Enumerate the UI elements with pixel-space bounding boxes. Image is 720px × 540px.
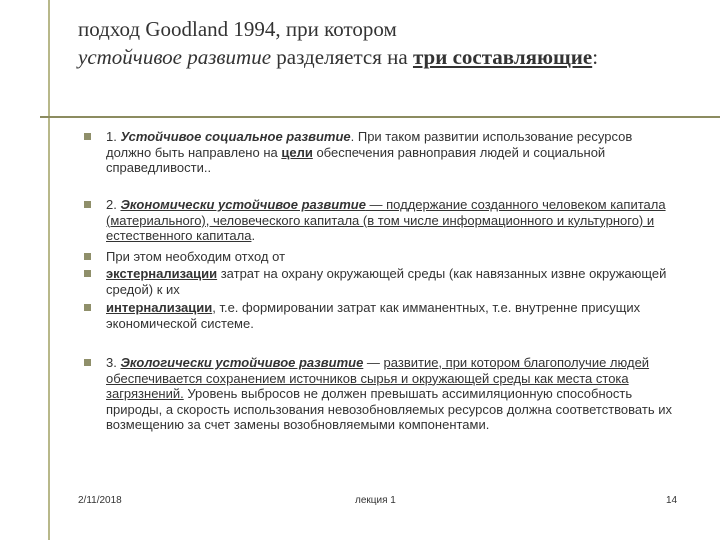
item-text	[106, 129, 681, 176]
title-middle: разделяется на	[271, 45, 413, 69]
item-bold: экстернализации	[106, 266, 218, 281]
square-bullet-icon	[84, 201, 91, 208]
item-heading: Экологически устойчивое развитие	[120, 355, 364, 370]
item-rest: обеспечения равноправия людей и социальной справедливости..	[106, 144, 606, 176]
item-text: При этом необходим отход от	[106, 249, 286, 264]
item-rest: — поддержание созданного человеком капитала (материального), человеческого капитала (в том числе информационного и культурного) и естественного капитала	[106, 197, 666, 244]
item-bold: интернализации	[106, 300, 213, 315]
title-bold: три составляющие	[412, 45, 593, 69]
title-italic: устойчивое развитие	[78, 45, 272, 69]
title-divider	[40, 116, 720, 118]
vertical-rule	[48, 0, 50, 540]
footer-center: лекция 1	[355, 495, 396, 506]
footer-date: 2/11/2018	[78, 495, 122, 506]
item-prefix: 3.	[106, 355, 121, 370]
square-bullet-icon	[84, 253, 91, 260]
item-after-heading: . При таком развитии использование ресурсов должно быть направлено на	[106, 129, 633, 160]
item-text	[106, 300, 681, 331]
item-rest: затрат на охрану окружающей среды (как навязанных извне окружающей средой) к их	[106, 266, 667, 297]
item-heading: Устойчивое социальное развитие	[120, 129, 351, 144]
square-bullet-icon	[84, 359, 91, 366]
item-after-heading: —	[363, 355, 384, 370]
square-bullet-icon	[84, 133, 91, 140]
item-rest: Уровень выбросов не должен превышать ассимиляционную способность природы, а скорость использования невозобновляемых ресурсов должна соответствовать их возмещению за счет замены возобновляемыми компонентами.	[106, 386, 672, 433]
item-rest: , т.е. формировании затрат как имманентных, т.е. внутренне присущих экономической системе.	[106, 300, 641, 331]
item-text	[106, 355, 681, 433]
page-number: 14	[666, 495, 678, 506]
square-bullet-icon	[84, 304, 91, 311]
item-prefix: 2.	[106, 197, 121, 212]
item-text	[106, 266, 681, 297]
title-line-2	[78, 43, 708, 71]
item-end: .	[251, 228, 256, 244]
title-colon: :	[592, 45, 599, 69]
item-text	[106, 197, 681, 244]
goal-link[interactable]: цели	[281, 144, 313, 160]
slide-title	[78, 15, 708, 71]
square-bullet-icon	[84, 270, 91, 277]
item-prefix: 1.	[106, 129, 121, 144]
item-heading: Экономически устойчивое развитие	[120, 197, 366, 212]
title-line-1: подход Goodland 1994, при котором	[78, 17, 397, 41]
item-underlined: развитие, при котором благополучие людей обеспечивается сохранением источников сырья и окружающей среды как места стока загрязнений.	[106, 355, 650, 402]
